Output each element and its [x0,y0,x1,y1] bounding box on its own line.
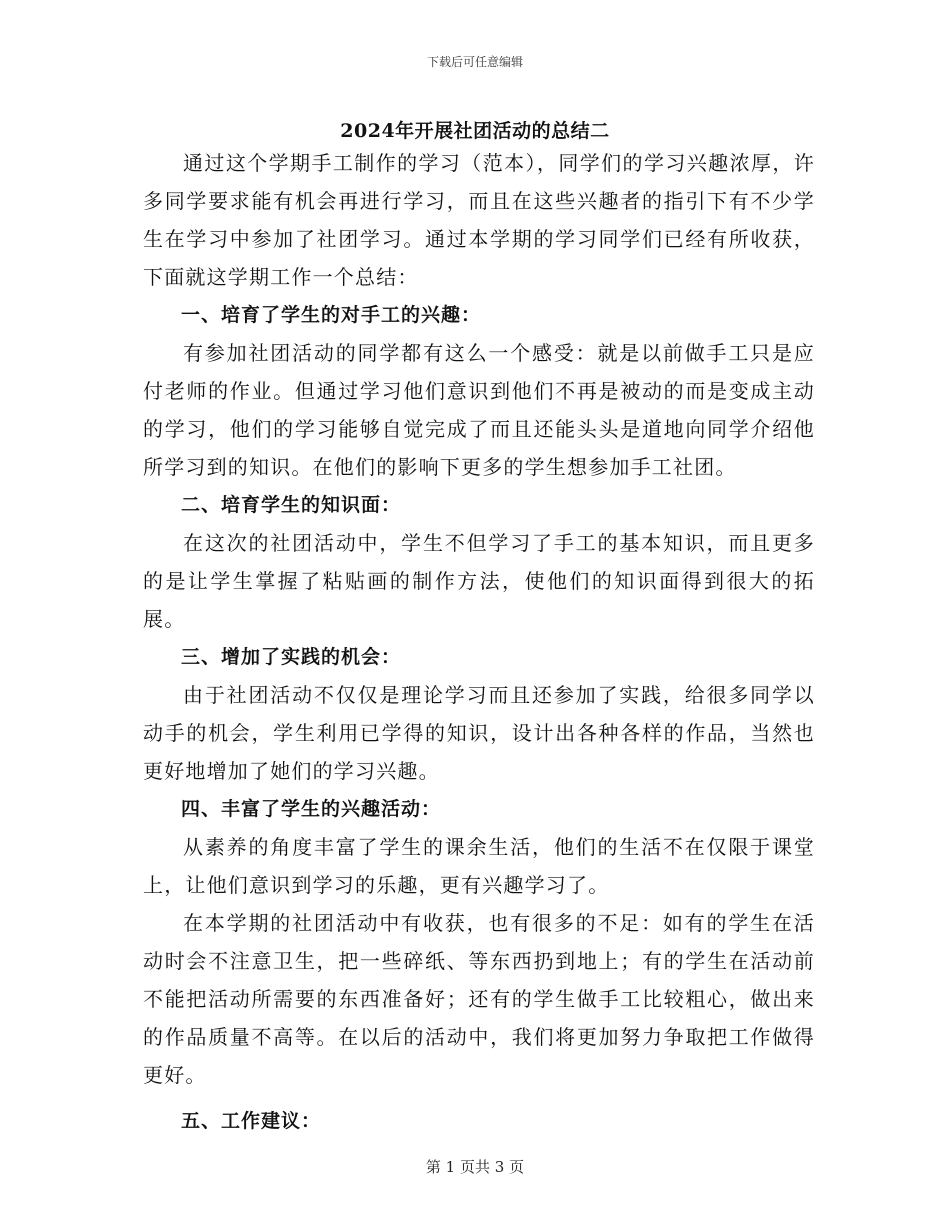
page-footer: 第 1 页共 3 页 [425,1158,525,1176]
header-note: 下载后可任意编辑 [426,55,523,69]
section-heading-3: 三、增加了实践的机会： [181,646,402,668]
paragraph-section-4: 从素养的角度丰富了学生的课余生活，他们的生活不在仅限于课堂上，让他们意识到学习的乐趣，更有兴趣学习了。 [143,835,815,897]
section-heading-1: 一、培育了学生的对手工的兴趣： [181,304,482,326]
paragraph-intro: 通过这个学期手工制作的学习（范本），同学们的学习兴趣浓厚，许多同学要求能有机会再进行学习，而且在这些兴趣者的指引下有不少学生在学习中参加了社团学习。通过本学期的学习同学们已经有所收获，下面就这学期工作一个总结： [143,151,815,289]
document-body [143,144,815,1140]
paragraph-shortcomings: 在本学期的社团活动中有收获，也有很多的不足：如有的学生在活动时会不注意卫生，把一些碎纸、等东西扔到地上；有的学生在活动前不能把活动所需要的东西准备好；还有的学生做手工比较粗心，做出来的作品质量不高等。在以后的活动中，我们将更加努力争取把工作做得更好。 [143,911,815,1087]
paragraph-section-1: 有参加社团活动的同学都有这么一个感受：就是以前做手工只是应付老师的作业。但通过学习他们意识到他们不再是被动的而是变成主动的学习，他们的学习能够自觉完成了而且还能头头是道地向同学介绍他所学习到的知识。在他们的影响下更多的学生想参加手工社团。 [143,341,815,479]
section-heading-4: 四、丰富了学生的兴趣活动： [181,798,442,820]
paragraph-section-3: 由于社团活动不仅仅是理论学习而且还参加了实践，给很多同学以动手的机会，学生利用已学得的知识，设计出各种各样的作品，当然也更好地增加了她们的学习兴趣。 [143,683,815,783]
document-title: 2024年开展社团活动的总结二 [340,120,610,142]
paragraph-section-2: 在这次的社团活动中，学生不但学习了手工的基本知识，而且更多的是让学生掌握了粘贴画的制作方法，使他们的知识面得到很大的拓展。 [143,531,815,631]
section-heading-2: 二、培育学生的知识面： [181,494,402,516]
section-heading-5: 五、工作建议： [181,1110,322,1132]
